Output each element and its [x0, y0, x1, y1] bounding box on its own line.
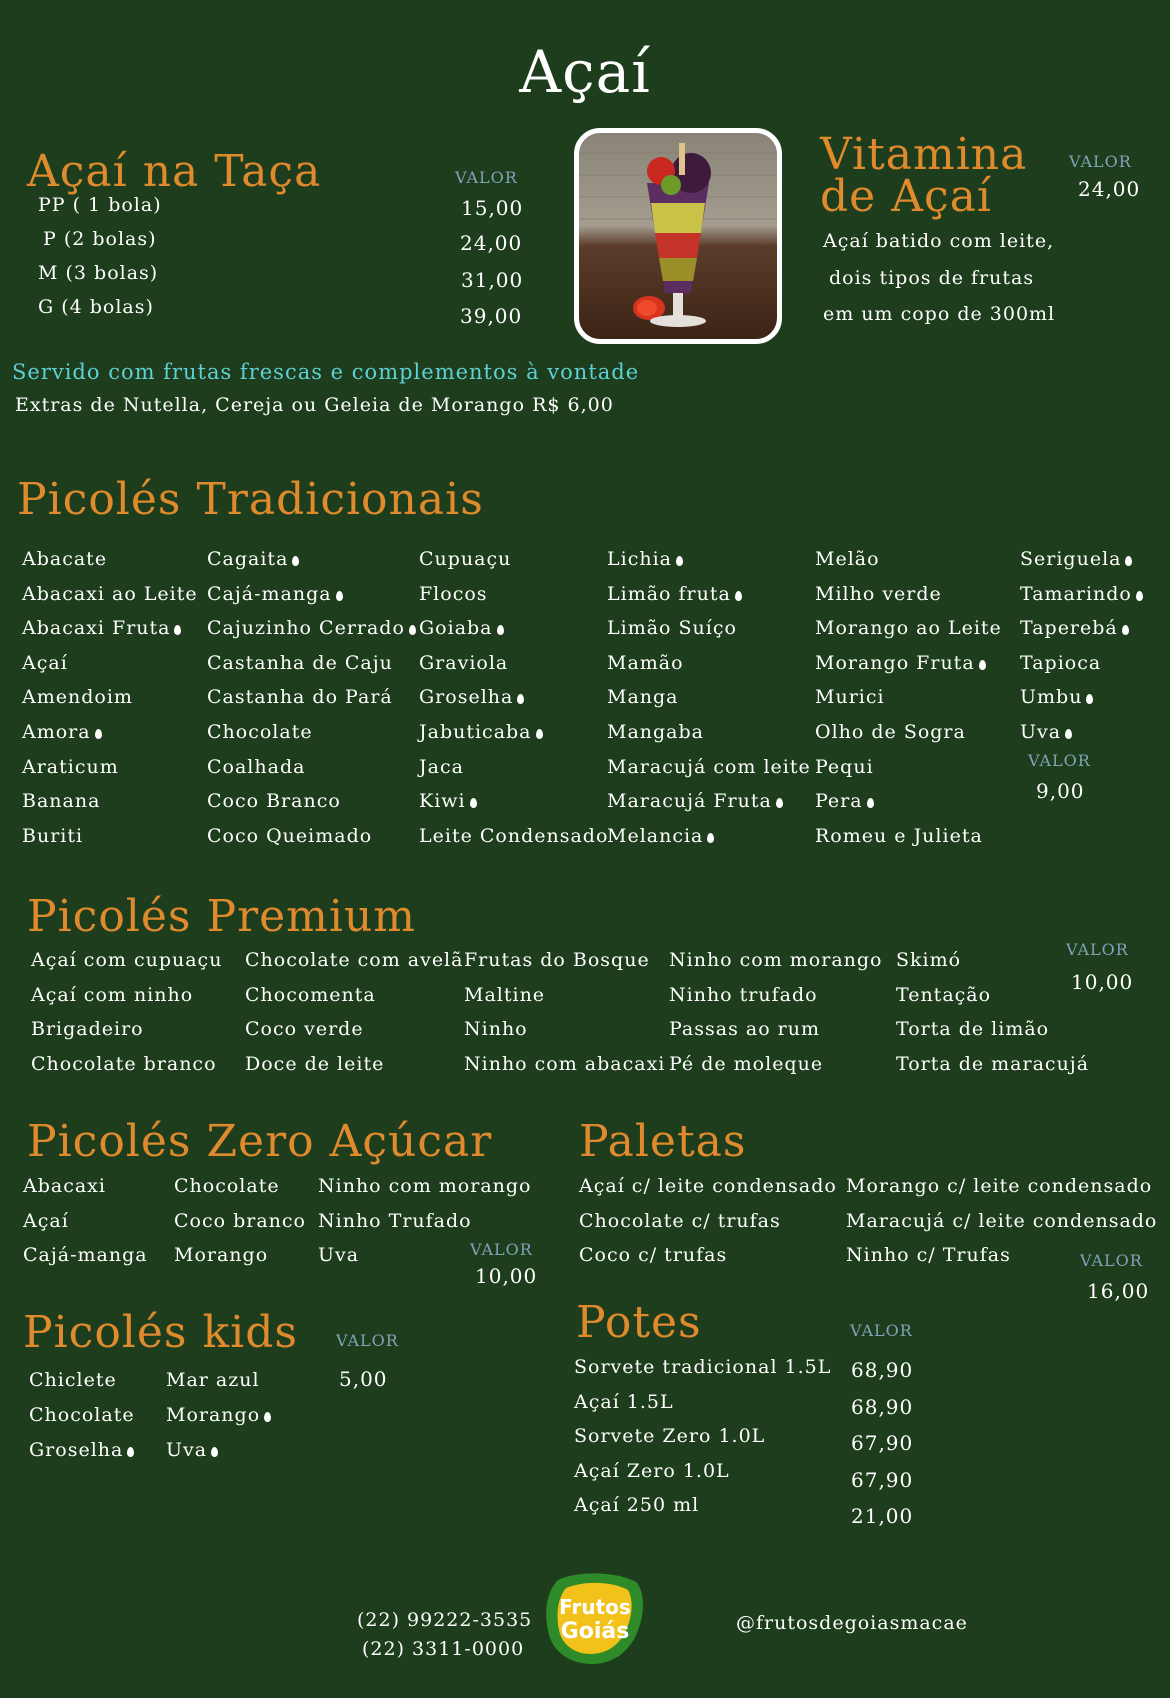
drop-icon [211, 1447, 218, 1457]
tradicional-item [815, 550, 880, 569]
tradicional-item-label: Araticum [22, 755, 119, 778]
drop-icon [1065, 729, 1072, 739]
premium-item-label: Doce de leite [245, 1052, 385, 1075]
size-price-p: 24,00 [460, 231, 523, 255]
premium-item-label: Açaí com cupuaçu [31, 949, 223, 971]
tradicional-item [22, 723, 102, 742]
premium-item [31, 1052, 217, 1075]
kids-item-label: Groselha [29, 1439, 124, 1461]
tradicional-item [607, 619, 737, 638]
zero-item-label: Abacaxi [23, 1175, 106, 1197]
tradicional-item-label: Amendoim [22, 686, 133, 709]
kids-item [29, 1371, 117, 1390]
premium-item [464, 983, 546, 1006]
tradicionais-price: 9,00 [1036, 779, 1085, 803]
tradicional-item [419, 723, 543, 742]
tradicional-item-label: Castanha do Pará [207, 686, 393, 709]
zero-item-label: Ninho Trufado [318, 1209, 472, 1232]
premium-item-label: Chocolate branco [31, 1052, 217, 1075]
phone-mobile: (22) 99222-3535 [357, 1609, 533, 1631]
tradicional-item-label: Melancia [607, 824, 704, 847]
drop-icon [707, 833, 714, 843]
tradicional-item [419, 550, 511, 569]
tradicional-item-label: Abacate [22, 548, 108, 570]
tradicional-item-label: Coco Queimado [207, 824, 373, 847]
tradicional-item-label: Chocolate [207, 721, 313, 743]
vitamina-price: 24,00 [1078, 177, 1141, 201]
zero-item-label: Uva [318, 1244, 360, 1266]
vitamina-heading-line1: Vitamina [820, 129, 1028, 180]
tradicional-item [22, 792, 100, 811]
premium-item [245, 1020, 364, 1039]
tradicional-item [22, 755, 119, 778]
drop-icon [409, 625, 416, 635]
premium-item-label: Torta de maracujá [896, 1052, 1090, 1075]
tradicional-item-label: Taperebá [1020, 617, 1118, 640]
pote-name: Açaí 250 ml [574, 1494, 700, 1516]
tradicional-item [815, 792, 874, 811]
tradicional-item [22, 651, 68, 674]
premium-item [896, 1052, 1090, 1075]
drop-icon [735, 591, 742, 601]
tradicional-item [419, 755, 464, 778]
tradicional-item [815, 755, 874, 778]
tradicional-item [607, 651, 684, 674]
tradicional-item-label: Jabuticaba [419, 721, 532, 743]
tradicional-item [22, 619, 181, 638]
tradicional-item-label: Pequi [815, 755, 874, 778]
tradicional-item-label: Morango Fruta [815, 651, 975, 674]
drop-icon [470, 798, 477, 808]
zero-item-label: Morango [174, 1244, 269, 1266]
kids-item-label: Morango [166, 1404, 261, 1426]
drop-icon [1125, 556, 1132, 566]
drop-icon [292, 556, 299, 566]
potes-heading: Potes [576, 1297, 702, 1348]
tradicional-item-label: Tapioca [1020, 651, 1102, 674]
zero-item-label: Chocolate [174, 1175, 280, 1197]
drop-icon [776, 798, 783, 808]
tradicional-item-label: Milho verde [815, 582, 942, 605]
tradicional-item [1020, 651, 1102, 674]
size-price-m: 31,00 [461, 268, 524, 292]
instagram-handle[interactable]: @frutosdegoiasmacae [736, 1612, 968, 1634]
tradicional-item [207, 619, 416, 638]
acai-taca-valor-label: VALOR [455, 168, 518, 187]
tradicional-item [419, 619, 504, 638]
tradicional-item-label: Limão fruta [607, 582, 731, 605]
tradicional-item [1020, 619, 1129, 638]
acai-taca-heading: Açaí na Taça [27, 146, 322, 197]
tradicional-item-label: Coco Branco [207, 790, 341, 813]
tradicional-item-label: Goiaba [419, 617, 493, 640]
zero-item [174, 1246, 268, 1265]
premium-item [31, 1020, 144, 1039]
tradicional-item [22, 688, 133, 707]
vitamina-valor-label: VALOR [1069, 152, 1132, 171]
tradicional-item-label: Buriti [22, 824, 84, 847]
kids-item [166, 1406, 271, 1425]
premium-item-label: Coco verde [245, 1018, 364, 1040]
tradicional-item-label: Maracujá com leite [607, 755, 811, 778]
phone-landline: (22) 3311-0000 [362, 1638, 525, 1660]
paleta-item [579, 1209, 781, 1232]
tradicional-item [607, 688, 679, 707]
drop-icon [1122, 625, 1129, 635]
tradicional-item [419, 582, 488, 605]
premium-item-label: Tentação [896, 983, 992, 1006]
zero-item-label: Ninho com morango [318, 1175, 532, 1197]
kids-item [166, 1441, 218, 1460]
kids-item-label: Chocolate [29, 1404, 135, 1426]
acai-cup-photo [574, 128, 782, 344]
tradicional-item-label: Lichia [607, 548, 672, 570]
tradicional-item-label: Cajuzinho Cerrado [207, 617, 405, 640]
tradicional-item [1020, 582, 1143, 605]
tradicional-item-label: Cajá-manga [207, 582, 332, 605]
tradicional-item [419, 651, 509, 674]
page-title: Açaí [519, 38, 651, 106]
tradicional-item [1020, 550, 1132, 569]
tradicional-item-label: Mamão [607, 651, 684, 674]
tradicional-item [419, 688, 524, 707]
served-note: Servido com frutas frescas e complementos à vontade [12, 360, 640, 384]
drop-icon [517, 694, 524, 704]
premium-item [31, 951, 222, 970]
kids-item [166, 1371, 260, 1390]
size-label-m: M (3 bolas) [38, 262, 159, 284]
premium-heading: Picolés Premium [27, 891, 417, 942]
drop-icon [867, 798, 874, 808]
tradicional-item-label: Kiwi [419, 790, 466, 813]
size-price-pp: 15,00 [461, 196, 524, 220]
paleta-item-label: Ninho c/ Trufas [846, 1244, 1011, 1266]
zero-item [174, 1177, 280, 1196]
premium-item-label: Ninho trufado [669, 983, 818, 1006]
tradicional-item-label: Amora [22, 721, 91, 743]
zero-item [23, 1177, 106, 1196]
zero-valor-label: VALOR [470, 1240, 533, 1259]
kids-item-label: Mar azul [166, 1369, 260, 1391]
zero-item [23, 1209, 69, 1232]
tradicional-item-label: Melão [815, 548, 880, 570]
vitamina-desc-2: dois tipos de frutas [829, 267, 1035, 289]
tradicional-item [207, 582, 343, 605]
tradicional-item [815, 582, 942, 605]
tradicional-item [1020, 688, 1093, 707]
tradicional-item-label: Cagaita [207, 548, 289, 570]
paletas-price: 16,00 [1087, 1279, 1150, 1303]
vitamina-heading [820, 129, 1028, 222]
frutos-goias-logo-mark [540, 1568, 650, 1668]
tradicional-item [1020, 723, 1072, 742]
size-price-g: 39,00 [460, 304, 523, 328]
zero-price: 10,00 [475, 1264, 538, 1288]
zero-item [318, 1177, 532, 1196]
tradicional-item [207, 792, 341, 811]
pote-name: Sorvete tradicional 1.5L [574, 1356, 832, 1378]
drop-icon [127, 1447, 134, 1457]
tradicional-item-label: Murici [815, 686, 885, 709]
premium-item-label: Chocolate com avelã [245, 949, 464, 971]
paletas-heading: Paletas [579, 1116, 747, 1167]
pote-price: 67,90 [851, 1431, 914, 1455]
tradicional-item-label: Uva [1020, 721, 1062, 743]
tradicional-item [207, 824, 373, 847]
premium-item [464, 1052, 666, 1075]
premium-item [669, 951, 883, 970]
logo-text-line1: Frutos [559, 1595, 631, 1619]
paleta-item [846, 1177, 1152, 1196]
premium-item-label: Ninho [464, 1018, 528, 1040]
kids-item [29, 1406, 135, 1425]
paleta-item [846, 1209, 1158, 1232]
premium-item-label: Maltine [464, 983, 546, 1006]
tradicional-item-label: Groselha [419, 686, 514, 709]
tradicional-item [207, 723, 313, 742]
tradicional-item-label: Tamarindo [1020, 582, 1132, 605]
tradicional-item-label: Abacaxi ao Leite [22, 582, 198, 605]
drop-icon [1136, 591, 1143, 601]
drop-icon [979, 660, 986, 670]
premium-item [464, 951, 650, 970]
tradicional-item [22, 582, 198, 605]
tradicional-item-label: Manga [607, 686, 679, 709]
tradicional-item-label: Graviola [419, 651, 509, 674]
tradicional-item-label: Mangaba [607, 721, 704, 743]
tradicional-item-label: Seriguela [1020, 548, 1122, 570]
premium-item-label: Torta de limão [896, 1018, 1050, 1040]
paletas-valor-label: VALOR [1080, 1251, 1143, 1270]
kids-valor-label: VALOR [336, 1331, 399, 1350]
premium-item-label: Açaí com ninho [31, 983, 194, 1006]
acai-cup-illustration [579, 133, 777, 339]
kids-price: 5,00 [339, 1367, 388, 1391]
tradicional-item [207, 688, 393, 707]
tradicionais-valor-label: VALOR [1028, 751, 1091, 770]
tradicional-item-label: Jaca [419, 755, 464, 778]
premium-item-label: Skimó [896, 949, 962, 971]
tradicional-item [207, 550, 299, 569]
zero-item [174, 1209, 306, 1232]
pote-name: Sorvete Zero 1.0L [574, 1425, 766, 1447]
drop-icon [336, 591, 343, 601]
drop-icon [1086, 694, 1093, 704]
zero-item [318, 1246, 359, 1265]
premium-item [464, 1020, 528, 1039]
tradicional-item [207, 651, 393, 674]
premium-item [896, 983, 992, 1006]
tradicional-item [607, 824, 714, 847]
pote-name: Açaí Zero 1.0L [574, 1459, 730, 1482]
extras-note: Extras de Nutella, Cereja ou Geleia de Morango R$ 6,00 [15, 394, 614, 416]
tradicional-item-label: Abacaxi Fruta [22, 617, 171, 640]
tradicional-item [815, 651, 986, 674]
drop-icon [497, 625, 504, 635]
premium-item-label: Passas ao rum [669, 1018, 821, 1040]
tradicional-item [22, 550, 107, 569]
paleta-item-label: Açaí c/ leite condensado [579, 1175, 837, 1197]
tradicional-item-label: Castanha de Caju [207, 651, 393, 674]
premium-item [245, 1052, 385, 1075]
tradicional-item-label: Flocos [419, 582, 488, 605]
tradicional-item [207, 755, 306, 778]
drop-icon [95, 729, 102, 739]
premium-item-label: Ninho com morango [669, 949, 883, 971]
tradicional-item [607, 723, 704, 742]
paleta-item [846, 1246, 1011, 1265]
premium-item-label: Frutas do Bosque [464, 949, 650, 971]
zero-item [318, 1209, 472, 1232]
tradicional-item-label: Cupuaçu [419, 548, 512, 570]
vitamina-desc-3: em um copo de 300ml [823, 303, 1056, 325]
tradicional-item-label: Pera [815, 790, 863, 813]
tradicional-item-label: Leite Condensado [419, 824, 609, 847]
paleta-item-label: Maracujá c/ leite condensado [846, 1209, 1158, 1232]
premium-item-label: Pé de moleque [669, 1052, 824, 1075]
tradicional-item [607, 755, 811, 778]
tradicional-item-label: Limão Suíço [607, 617, 737, 640]
premium-item [669, 983, 818, 1006]
tradicional-item [607, 582, 742, 605]
logo-text-line2: Goiás [560, 1619, 630, 1644]
tradicional-item [815, 824, 983, 847]
drop-icon [536, 729, 543, 739]
tradicional-item-label: Banana [22, 790, 101, 813]
potes-valor-label: VALOR [850, 1321, 913, 1340]
kids-item-label: Uva [166, 1439, 208, 1461]
tradicional-item-label: Umbu [1020, 686, 1083, 709]
tradicional-item-label: Açaí [22, 651, 68, 674]
pote-name: Açaí 1.5L [574, 1390, 674, 1413]
pote-price: 67,90 [851, 1467, 914, 1492]
tradicional-item [815, 688, 885, 707]
tradicional-item [607, 792, 783, 811]
tradicional-item [419, 824, 609, 847]
premium-item [245, 951, 463, 970]
premium-item [245, 983, 376, 1006]
tradicional-item [815, 619, 1002, 638]
zero-item-label: Coco branco [174, 1209, 306, 1232]
tradicional-item-label: Morango ao Leite [815, 617, 1002, 640]
tradicional-item-label: Olho de Sogra [815, 721, 966, 743]
frutos-goias-logo [540, 1568, 650, 1668]
drop-icon [264, 1412, 271, 1422]
pote-price: 68,90 [851, 1394, 914, 1419]
paleta-item-label: Chocolate c/ trufas [579, 1209, 781, 1232]
premium-item-label: Chocomenta [245, 983, 376, 1006]
premium-item [896, 1020, 1049, 1039]
kids-item-label: Chiclete [29, 1369, 117, 1391]
paleta-item-label: Morango c/ leite condensado [846, 1175, 1153, 1197]
size-label-pp: PP ( 1 bola) [38, 194, 162, 216]
kids-heading: Picolés kids [23, 1307, 298, 1358]
premium-item [669, 1052, 824, 1075]
drop-icon [174, 625, 181, 635]
tradicional-item [607, 550, 683, 569]
tradicional-item [22, 824, 84, 847]
drop-icon [676, 556, 683, 566]
premium-item-label: Ninho com abacaxi [464, 1052, 666, 1075]
zero-item-label: Cajá-manga [23, 1244, 148, 1266]
premium-item-label: Brigadeiro [31, 1018, 144, 1040]
size-label-g: G (4 bolas) [38, 296, 154, 318]
paleta-item-label: Coco c/ trufas [579, 1244, 728, 1266]
zero-item [23, 1246, 148, 1265]
tradicional-item-label: Romeu e Julieta [815, 824, 983, 847]
paleta-item [579, 1177, 837, 1196]
tradicionais-heading: Picolés Tradicionais [17, 474, 484, 525]
premium-item [669, 1020, 820, 1039]
tradicional-item [419, 792, 477, 811]
paleta-item [579, 1246, 727, 1265]
tradicional-item-label: Coalhada [207, 755, 306, 778]
vitamina-desc-1: Açaí batido com leite, [823, 230, 1055, 252]
size-label-p: P (2 bolas) [43, 228, 157, 250]
premium-item [31, 983, 194, 1006]
zero-item-label: Açaí [23, 1209, 69, 1232]
tradicional-item-label: Maracujá Fruta [607, 790, 772, 813]
premium-price: 10,00 [1071, 970, 1134, 994]
kids-item [29, 1441, 134, 1460]
premium-item [896, 951, 961, 970]
tradicional-item [815, 723, 966, 742]
pote-price: 21,00 [851, 1504, 914, 1528]
premium-valor-label: VALOR [1066, 940, 1129, 959]
vitamina-heading-line2: de Açaí [820, 171, 992, 222]
pote-price: 68,90 [851, 1358, 914, 1382]
zero-heading: Picolés Zero Açúcar [27, 1116, 493, 1167]
